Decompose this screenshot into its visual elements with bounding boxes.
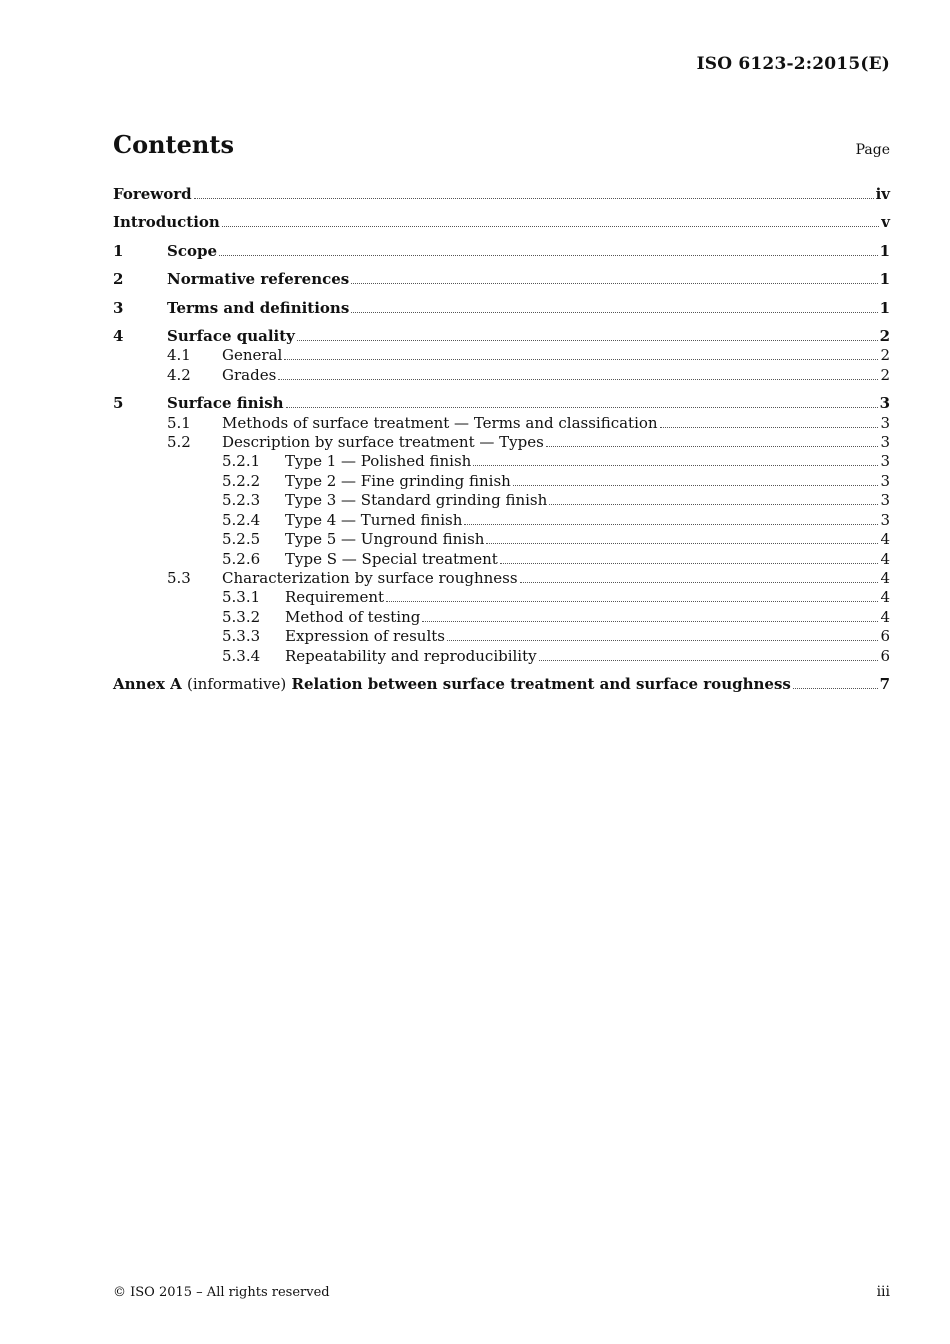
toc-entry-page: 4	[880, 607, 890, 626]
toc-entry-title: Characterization by surface roughness	[222, 568, 518, 587]
dot-leader	[513, 484, 879, 486]
toc-entry[interactable]	[113, 452, 890, 471]
toc-entry[interactable]	[113, 242, 890, 261]
toc-entry-title: General	[222, 346, 283, 365]
toc-entry-page: 6	[880, 646, 890, 665]
toc-entry-number: 1	[113, 241, 124, 260]
dot-leader	[351, 282, 877, 284]
toc-entry-title	[113, 675, 791, 694]
dot-leader	[447, 639, 878, 641]
dot-leader	[219, 254, 878, 256]
toc-entry-page: 3	[879, 394, 890, 413]
toc-entry-page: 3	[880, 433, 890, 452]
toc-entry-title: Repeatability and reproducibility	[285, 646, 537, 665]
toc-entry-title: Type 2 — Fine grinding finish	[285, 471, 511, 490]
dot-leader	[473, 464, 878, 466]
toc-entry-page: 4	[880, 530, 890, 549]
toc-entry-number: 5.2.1	[222, 452, 261, 471]
dot-leader	[297, 339, 878, 341]
document-id: ISO 6123-2:2015(E)	[696, 54, 890, 74]
table-of-contents	[113, 185, 890, 694]
toc-entry-title: Normative references	[167, 270, 350, 289]
toc-entry[interactable]	[113, 213, 890, 232]
toc-entry-number: 5.2.2	[222, 471, 261, 490]
dot-leader	[546, 445, 879, 447]
dot-leader	[500, 562, 879, 564]
toc-entry[interactable]	[113, 414, 890, 433]
dot-leader	[486, 542, 878, 544]
toc-entry[interactable]	[113, 491, 890, 510]
toc-entry[interactable]	[113, 433, 890, 452]
toc-entry[interactable]	[113, 569, 890, 588]
dot-leader	[222, 225, 879, 227]
toc-entry-page: 3	[880, 491, 890, 510]
toc-entry-page: 3	[880, 510, 890, 529]
dot-leader	[386, 600, 878, 602]
toc-entry[interactable]	[113, 627, 890, 646]
toc-entry-page: 7	[879, 674, 890, 693]
toc-entry-title: Surface quality	[167, 327, 295, 346]
toc-entry[interactable]	[113, 346, 890, 365]
toc-entry-title: Type 3 — Standard grinding finish	[285, 491, 548, 510]
toc-entry-title: Type 1 — Polished finish	[285, 452, 472, 471]
toc-entry-page: 1	[879, 241, 890, 260]
toc-entry-title: Grades	[222, 365, 277, 384]
toc-entry-page: 4	[880, 549, 890, 568]
toc-entry-number: 5.3.2	[222, 607, 261, 626]
annex-title: Relation between surface treatment and surface roughness	[291, 674, 791, 693]
toc-entry-title: Requirement	[285, 588, 385, 607]
annex-qualifier: (informative)	[187, 674, 287, 693]
contents-heading: Contents	[113, 130, 234, 159]
dot-leader	[422, 620, 878, 622]
toc-entry-page: 2	[879, 327, 890, 346]
toc-entry-title: Surface finish	[167, 394, 284, 413]
toc-entry-title: Methods of surface treatment — Terms and classification	[222, 413, 658, 432]
toc-entry[interactable]	[113, 270, 890, 289]
toc-entry-number: 5.2.5	[222, 530, 261, 549]
toc-entry[interactable]	[113, 608, 890, 627]
dot-leader	[286, 406, 878, 408]
toc-entry-title: Scope	[167, 241, 218, 260]
toc-entry-number: 5.2	[167, 433, 191, 452]
toc-entry-page: 6	[880, 627, 890, 646]
dot-leader	[539, 659, 879, 661]
dot-leader	[194, 197, 874, 199]
toc-entry[interactable]	[113, 588, 890, 607]
toc-entry-number: 5.2.3	[222, 491, 261, 510]
dot-leader	[351, 311, 877, 313]
toc-entry-page: 3	[880, 452, 890, 471]
toc-entry-title: Type 5 — Unground finish	[285, 530, 485, 549]
toc-entry-title: Description by surface treatment — Types	[222, 433, 544, 452]
toc-entry-number: 5.2.6	[222, 549, 261, 568]
dot-leader	[660, 426, 879, 428]
toc-entry-annex-a[interactable]	[113, 675, 890, 694]
toc-entry-page: 4	[880, 568, 890, 587]
toc-entry-page: 2	[880, 346, 890, 365]
toc-entry-title: Expression of results	[285, 627, 445, 646]
toc-entry-page: 2	[880, 365, 890, 384]
toc-entry-title: Introduction	[113, 213, 220, 232]
dot-leader	[793, 687, 878, 689]
toc-entry[interactable]	[113, 550, 890, 569]
toc-entry-title: Method of testing	[285, 607, 421, 626]
toc-entry-number: 5.3	[167, 568, 191, 587]
toc-entry-page: iv	[875, 185, 890, 203]
toc-entry-number: 4.2	[167, 365, 191, 384]
toc-entry-title: Terms and definitions	[167, 298, 350, 317]
page-number: iii	[876, 1284, 890, 1300]
dot-leader	[520, 581, 879, 583]
toc-entry-number: 5.3.4	[222, 646, 261, 665]
toc-entry-number: 4	[113, 327, 124, 346]
toc-entry[interactable]	[113, 394, 890, 413]
toc-entry[interactable]	[113, 472, 890, 491]
toc-entry-title: Type 4 — Turned finish	[285, 510, 463, 529]
annex-label: Annex A	[113, 674, 182, 693]
dot-leader	[549, 503, 878, 505]
toc-entry-number: 5	[113, 394, 124, 413]
toc-entry-number: 5.3.1	[222, 588, 261, 607]
toc-entry-number: 3	[113, 298, 124, 317]
dot-leader	[464, 523, 878, 525]
toc-entry-number: 5.3.3	[222, 627, 261, 646]
page-column-label: Page	[855, 142, 890, 158]
toc-entry-title: Foreword	[113, 185, 192, 203]
toc-entry-number: 5.2.4	[222, 510, 261, 529]
toc-entry[interactable]	[113, 185, 890, 204]
toc-entry-page: 1	[879, 270, 890, 289]
toc-entry[interactable]	[113, 511, 890, 530]
toc-entry[interactable]	[113, 530, 890, 549]
copyright-notice: © ISO 2015 – All rights reserved	[113, 1285, 330, 1300]
toc-entry-page: 4	[880, 588, 890, 607]
dot-leader	[278, 378, 878, 380]
toc-entry[interactable]	[113, 366, 890, 385]
toc-entry[interactable]	[113, 299, 890, 318]
toc-entry-number: 4.1	[167, 346, 191, 365]
toc-entry-number: 2	[113, 270, 124, 289]
toc-entry[interactable]	[113, 647, 890, 666]
toc-entry-number: 5.1	[167, 413, 191, 432]
toc-entry-page: 1	[879, 298, 890, 317]
toc-entry-title: Type S — Special treatment	[285, 549, 498, 568]
toc-entry-page: 3	[880, 471, 890, 490]
toc-entry-page: v	[881, 213, 890, 232]
toc-entry-page: 3	[880, 413, 890, 432]
toc-entry[interactable]	[113, 327, 890, 346]
dot-leader	[284, 358, 878, 360]
